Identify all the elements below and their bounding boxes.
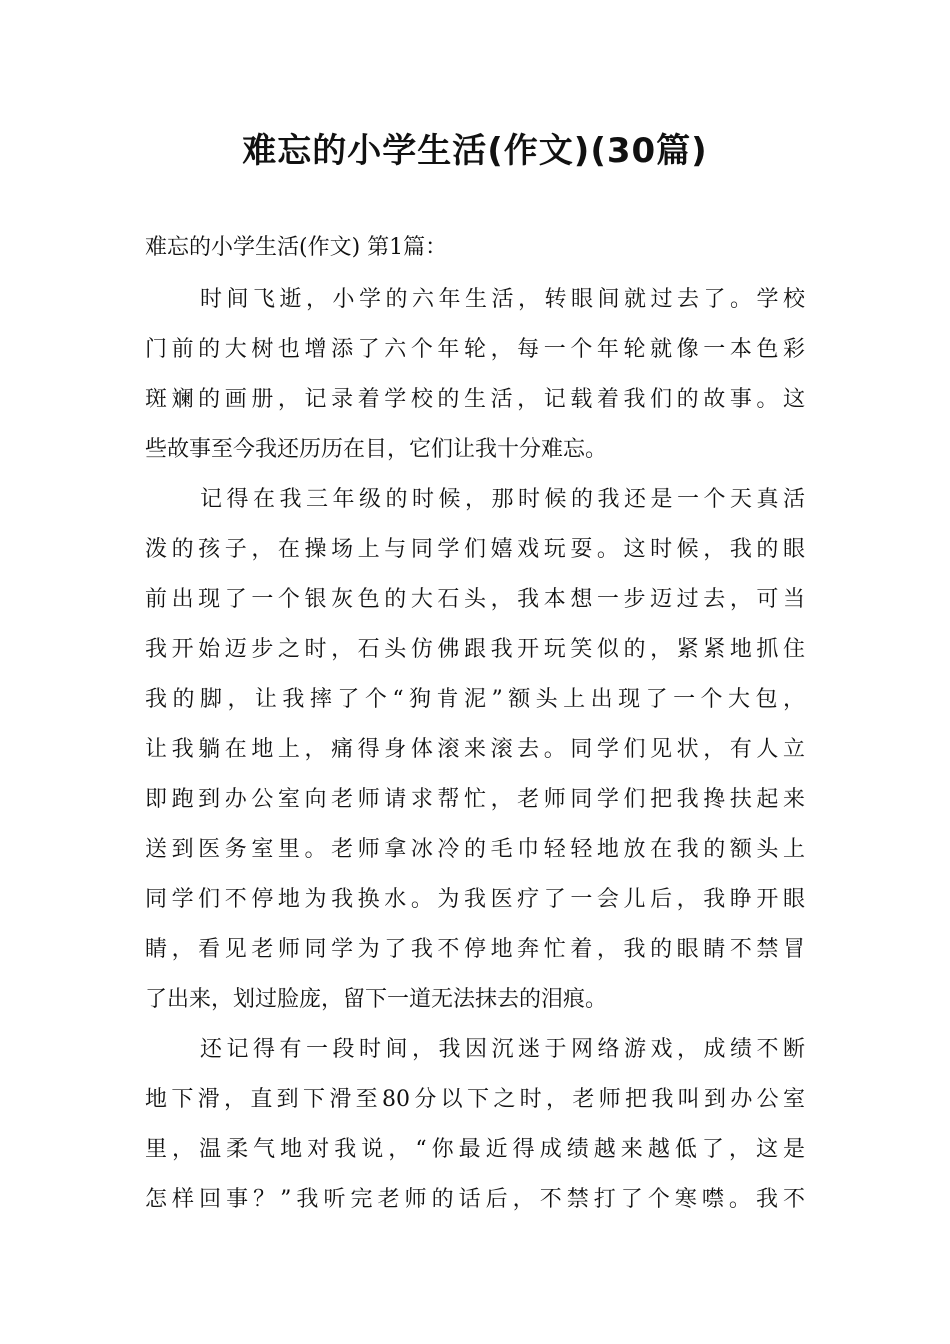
- paragraph-line: 即跑到办公室向老师请求帮忙，老师同学们把我搀扶起来: [145, 787, 805, 812]
- paragraph-line: 同学们不停地为我换水。为我医疗了一会儿后，我睁开眼: [145, 887, 805, 912]
- paragraph-line: 泼的孩子，在操场上与同学们嬉戏玩耍。这时候，我的眼: [145, 537, 805, 562]
- paragraph-line: 还记得有一段时间，我因沉迷于网络游戏，成绩不断: [200, 1037, 805, 1062]
- paragraph-line: 里，温柔气地对我说，“你最近得成绩越来越低了，这是: [145, 1137, 805, 1162]
- document-title: 难忘的小学生活(作文)(30篇): [242, 131, 708, 171]
- paragraph-line: 我的脚，让我摔了个“狗肯泥”额头上出现了一个大包，: [145, 687, 805, 712]
- paragraph-line: 记得在我三年级的时候，那时候的我还是一个天真活: [200, 487, 805, 512]
- paragraph-line: 斑斓的画册，记录着学校的生活，记载着我们的故事。这: [145, 387, 805, 412]
- paragraph-line: 门前的大树也增添了六个年轮，每一个年轮就像一本色彩: [145, 337, 805, 362]
- paragraph-1: [145, 275, 805, 475]
- paragraph-line: 让我躺在地上，痛得身体滚来滚去。同学们见状，有人立: [145, 737, 805, 762]
- paragraph-line: 送到医务室里。老师拿冰冷的毛巾轻轻地放在我的额头上: [145, 837, 805, 862]
- paragraph-line: 地下滑，直到下滑至80分以下之时，老师把我叫到办公室: [145, 1087, 805, 1112]
- paragraph-line: 时间飞逝，小学的六年生活，转眼间就过去了。学校: [200, 287, 805, 312]
- paragraph-3: [145, 1025, 805, 1225]
- paragraph-line: 怎样回事？”我听完老师的话后，不禁打了个寒噤。我不: [145, 1187, 805, 1212]
- paragraph-line: 睛，看见老师同学为了我不停地奔忙着，我的眼睛不禁冒: [145, 937, 805, 962]
- paragraph-line: 了出来，划过脸庞，留下一道无法抹去的泪痕。: [145, 987, 608, 1012]
- paragraph-line: 我开始迈步之时，石头仿佛跟我开玩笑似的，紧紧地抓住: [145, 637, 805, 662]
- section-heading: 难忘的小学生活(作文) 第1篇：: [145, 235, 448, 260]
- paragraph-line: 前出现了一个银灰色的大石头，我本想一步迈过去，可当: [145, 587, 805, 612]
- paragraph-2: [145, 475, 805, 1025]
- paragraph-line: 些故事至今我还历历在目，它们让我十分难忘。: [145, 437, 608, 462]
